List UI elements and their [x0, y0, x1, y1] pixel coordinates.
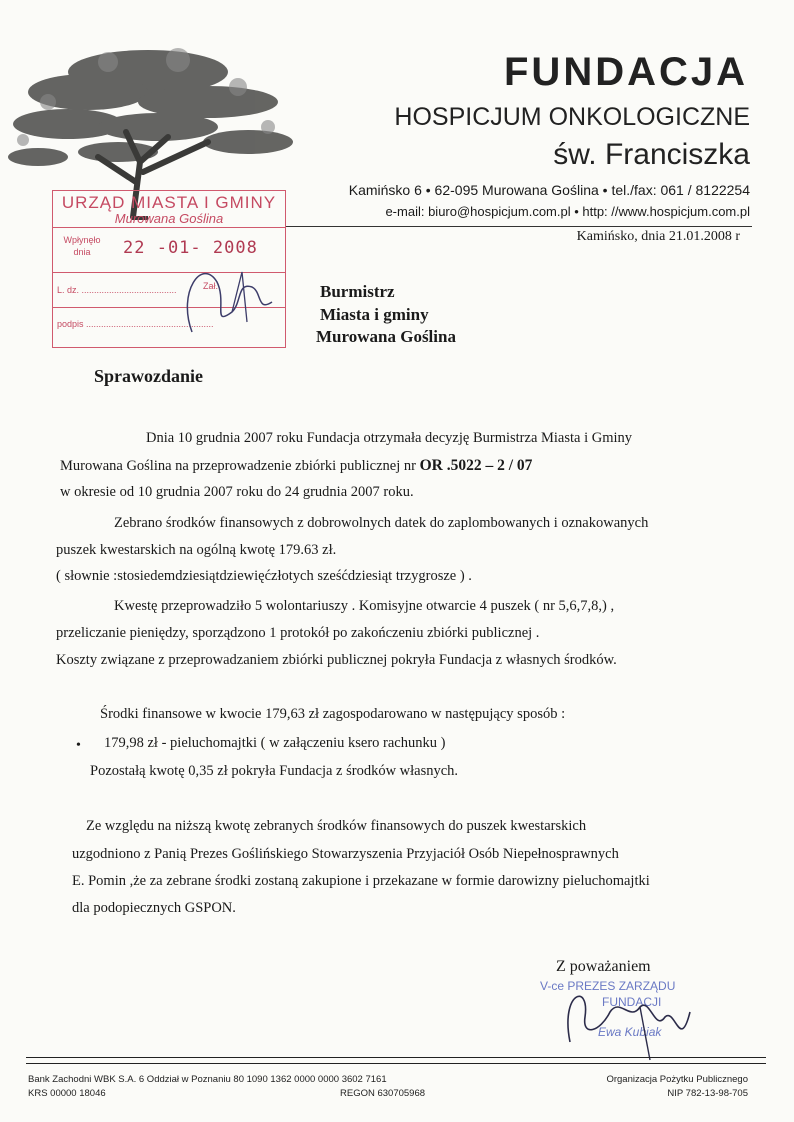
body-p2-line1: Zebrano środków finansowych z dobrowolnych datek do zaplombowanych i oznakowanych	[114, 515, 649, 531]
footer-divider-top	[26, 1057, 766, 1058]
seal-line-1: V-ce PREZES ZARZĄDU	[540, 979, 676, 993]
stamp-town: Murowana Goślina	[114, 211, 224, 226]
footer-divider-bottom	[26, 1063, 766, 1064]
closing-phrase: Z poważaniem	[556, 958, 651, 975]
official-signature	[172, 252, 282, 342]
seal-line-2: FUNDACJI	[602, 995, 662, 1009]
body-p4-bullet: 179,98 zł - pieluchomajtki ( w załączeniu ksero rachunku )	[104, 735, 446, 751]
body-p5-line3: E. Pomin ,że za zebrane środki zostaną zakupione i przekazane w formie darowizny pieluchomajtki	[72, 873, 650, 889]
recipient-line-2: Miasta i gminy	[320, 305, 429, 324]
bullet-dot: •	[76, 738, 81, 753]
body-p3-line3: Koszty związane z przeprowadzaniem zbiórki publicznej pokryła Fundacja z własnych środków.	[56, 652, 617, 668]
body-p3-line1: Kwestę przeprowadziło 5 wolontariuszy . Komisyjne otwarcie 4 puszek ( nr 5,6,7,8,) ,	[114, 598, 615, 614]
footer-bank: Bank Zachodni WBK S.A. 6 Oddział w Poznaniu 80 1090 1362 0000 0000 3602 7161	[28, 1074, 387, 1085]
stamp-header	[53, 191, 285, 228]
seal-line-3: Ewa Kubiak	[598, 1025, 662, 1039]
contact-line: e-mail: biuro@hospicjum.com.pl • http: //www.hospicjum.com.pl	[385, 204, 750, 219]
org-subtitle: HOSPICJUM ONKOLOGICZNE	[394, 103, 750, 131]
body-p2-line2: puszek kwestarskich na ogólną kwotę 179.63 zł.	[56, 542, 337, 558]
body-p4-line3: Pozostałą kwotę 0,35 zł pokryła Fundacja z środków własnych.	[90, 763, 459, 779]
body-p4-line1: Środki finansowe w kwocie 179,63 zł zagospodarowano w następujący sposób :	[100, 706, 566, 722]
org-name: FUNDACJA	[504, 50, 748, 94]
president-signature	[540, 972, 710, 1062]
stamp-received-date: 22 -01- 2008	[123, 238, 258, 258]
footer-opp: Organizacja Pożytku Publicznego	[606, 1074, 748, 1085]
footer-regon: REGON 630705968	[340, 1088, 426, 1099]
address-line: Kamińsko 6 • 62-095 Murowana Goślina • tel./fax: 061 / 8122254	[348, 182, 750, 198]
org-saint: św. Franciszka	[553, 138, 750, 171]
stamp-ldz-label: L. dz. ......................................	[57, 285, 177, 295]
body-p5-line1: Ze względu na niższą kwotę zebranych środków finansowych do puszek kwestarskich	[86, 818, 587, 834]
header-divider	[286, 226, 752, 227]
body-p2-line3: ( słownie :stosiedemdziesiątdziewięćzłotych sześćdziesiąt trzygrosze ) .	[56, 568, 472, 584]
recipient-line-3: Murowana Goślina	[316, 327, 456, 346]
stamp-podpis-label: podpis ...................................................	[57, 319, 214, 329]
stamp-received-label: Wpłynęło dnia	[63, 235, 101, 257]
body-p1-line1: Dnia 10 grudnia 2007 roku Fundacja otrzymała decyzję Burmistrza Miasta i Gminy	[146, 430, 633, 446]
body-p5-line2: uzgodniono z Panią Prezes Goślińskiego Stowarzyszenia Przyjaciół Osób Niepełnosprawnych	[72, 846, 619, 862]
document-title: Sprawozdanie	[94, 366, 204, 386]
body-p1-line2	[60, 457, 760, 475]
body-p1-line3: w okresie od 10 grudnia 2007 roku do 24 grudnia 2007 roku.	[60, 484, 414, 500]
stamp-zal-label: Zał.	[203, 281, 219, 291]
stamp-office: URZĄD MIASTA I GMINY	[61, 193, 277, 212]
decision-number: OR .5022 – 2 / 07	[419, 457, 533, 474]
recipient-line-1: Burmistrz	[320, 282, 395, 301]
footer-nip: NIP 782-13-98-705	[667, 1088, 748, 1099]
place-date: Kamińsko, dnia 21.01.2008 r	[576, 229, 740, 244]
body-p5-line4: dla podopiecznych GSPON.	[72, 900, 236, 916]
footer-krs: KRS 00000 18046	[28, 1088, 106, 1099]
body-p1-line2-text: Murowana Goślina na przeprowadzenie zbiórki publicznej nr	[60, 458, 420, 474]
body-p3-line2: przeliczanie pieniędzy, sporządzono 1 protokół po zakończeniu zbiórki publicznej .	[56, 625, 540, 641]
